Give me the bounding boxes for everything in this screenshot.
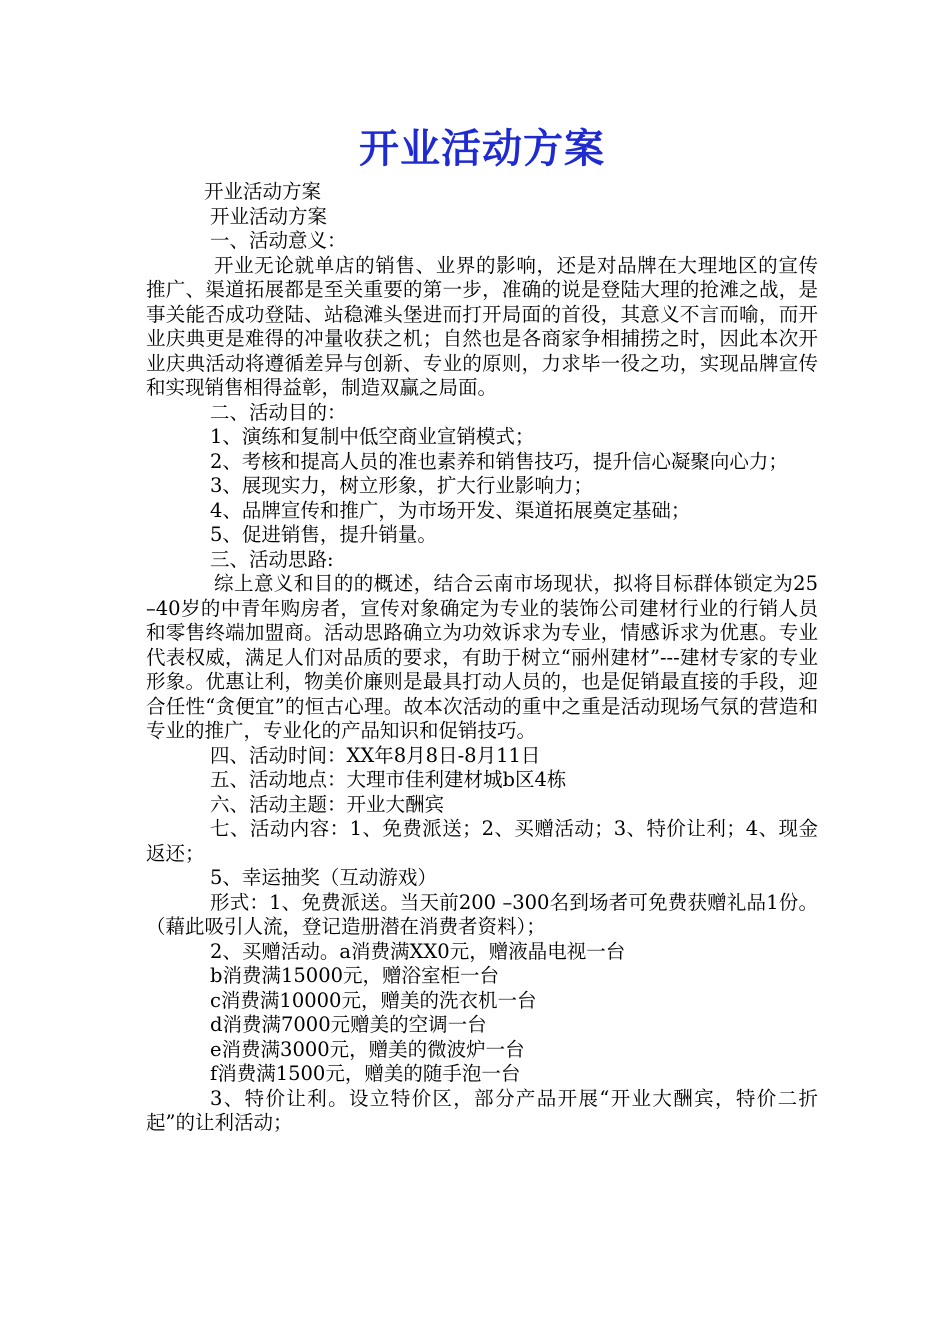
paragraph: 形式：1、免费派送。当天前200 –300名到场者可免费获赠礼品1份。（藉此吸引人流，登记造册潜在消费者资料）； <box>146 890 818 938</box>
list-item: e消费满3000元，赠美的微波炉一台 <box>210 1037 525 1061</box>
list-item: 5、幸运抽奖（互动游戏） <box>210 866 437 889</box>
paragraph: 综上意义和目的的概述，结合云南市场现状，拟将目标群体锁定为25 –40岁的中青年购房者，宣传对象确定为专业的装饰公司建材行业的行销人员和零售终端加盟商。活动思路确立为功效诉求为专业，情感诉求为优惠。专业代表权威，满足人们对品质的要求，有助于树立“丽州建材”---建材专家的专业形象。优惠让利，物美价廉则是最具打动人员的，也是促销最直接的手段，迎合任性“贪便宜”的恒古心理。故本次活动的重中之重是活动现场气氛的营造和专业的推广，专业化的产品知识和促销技巧。 <box>146 572 818 742</box>
paragraph: 3、特价让利。设立特价区，部分产品开展“开业大酬宾，特价二折起”的让利活动； <box>146 1086 818 1134</box>
section-heading: 五、活动地点：大理市佳利建材城b区4栋 <box>210 768 567 791</box>
list-item: b消费满15000元，赠浴室柜一台 <box>210 964 500 987</box>
paragraph: 开业活动方案 <box>204 180 322 203</box>
list-item: c消费满10000元，赠美的洗衣机一台 <box>210 988 537 1012</box>
document-title: 开业活动方案 <box>359 126 605 172</box>
section-heading: 二、活动目的： <box>210 400 347 424</box>
section-heading: 四、活动时间：XX年8月8日-8月11日 <box>210 743 541 767</box>
list-item: 1、演练和复制中低空商业宣销模式； <box>210 425 535 448</box>
list-item: 4、品牌宣传和推广，为市场开发、渠道拓展奠定基础； <box>210 498 691 522</box>
section-heading: 三、活动思路: <box>210 547 334 571</box>
list-item: 2、买赠活动。a消费满XX0元，赠液晶电视一台 <box>210 939 626 963</box>
list-item: 5、促进销售，提升销量。 <box>210 523 437 546</box>
paragraph: 开业活动方案 <box>210 204 328 228</box>
section-heading: 七、活动内容：1、免费派送；2、买赠活动；3、特价让利；4、现金返还； <box>146 817 818 865</box>
document-page <box>146 120 818 1136</box>
section-heading: 六、活动主题：开业大酬宾 <box>210 792 445 816</box>
list-item: f消费满1500元，赠美的随手泡一台 <box>210 1062 521 1085</box>
list-item: 3、展现实力，树立形象，扩大行业影响力； <box>210 474 593 497</box>
paragraph: 开业无论就单店的销售、业界的影响，还是对品牌在大理地区的宣传推广、渠道拓展都是至关重要的第一步，准确的说是登陆大理的抢滩之战，是事关能否成功登陆、站稳滩头堡进而打开局面的首役，其意义不言而喻，而开业庆典更是难得的冲量收获之机；自然也是各商家争相捕捞之时，因此本次开业庆典活动将遵循差异与创新、专业的原则，力求毕一役之功，实现品牌宣传和实现销售相得益彰，制造双赢之局面。 <box>146 253 818 399</box>
list-item: d消费满7000元赠美的空调一台 <box>210 1013 487 1036</box>
section-heading: 一、活动意义： <box>210 229 347 252</box>
list-item: 2、考核和提高人员的准也素养和销售技巧，提升信心凝聚向心力； <box>210 449 788 473</box>
